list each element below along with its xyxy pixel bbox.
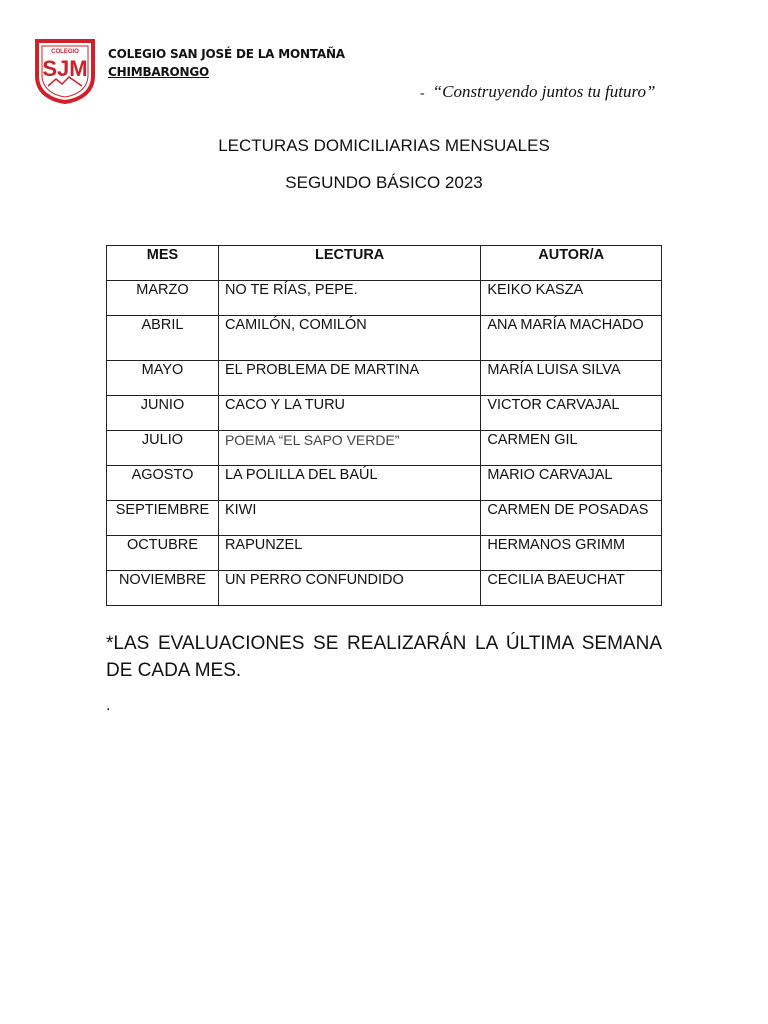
cell-lectura: RAPUNZEL [218,536,480,571]
motto [420,82,655,102]
cell-lectura: NO TE RÍAS, PEPE. [218,281,480,316]
school-city: CHIMBARONGO [108,65,210,79]
page-title: LECTURAS DOMICILIARIAS MENSUALES [218,136,550,155]
cell-lectura: UN PERRO CONFUNDIDO [218,571,480,606]
cell-lectura: LA POLILLA DEL BAÚL [218,466,480,501]
school-crest-icon [34,38,96,104]
motto-text: “Construyendo juntos tu futuro” [432,82,656,101]
cell-autor: VICTOR CARVAJAL [481,396,662,431]
table-row [107,396,662,431]
logo-top-text: COLEGIO [51,49,79,55]
table-row [107,281,662,316]
cell-autor: CARMEN GIL [481,431,662,466]
cell-autor: CECILIA BAEUCHAT [481,571,662,606]
cell-mes: ABRIL [107,316,219,361]
cell-autor: CARMEN DE POSADAS [481,501,662,536]
cell-autor: MARÍA LUISA SILVA [481,361,662,396]
table-row [107,501,662,536]
evaluation-note: *LAS EVALUACIONES SE REALIZARÁN LA ÚLTIMA SEMANA DE CADA MES. [106,633,662,681]
cell-mes: JULIO [107,431,219,466]
cell-lectura: POEMA “EL SAPO VERDE” [218,431,480,466]
cell-lectura: CACO Y LA TURU [218,396,480,431]
cell-mes: NOVIEMBRE [107,571,219,606]
cell-autor: ANA MARÍA MACHADO [481,316,662,361]
readings-table [106,245,662,606]
cell-mes: MARZO [107,281,219,316]
table-row [107,466,662,501]
cell-mes: MAYO [107,361,219,396]
motto-dash: - [420,86,425,101]
table-header-row [107,246,662,281]
column-header-lectura: LECTURA [218,246,480,281]
table-row [107,316,662,361]
table-row [107,536,662,571]
cell-autor: MARIO CARVAJAL [481,466,662,501]
trailing-dot: . [106,697,111,714]
column-header-mes: MES [107,246,219,281]
page-subtitle: SEGUNDO BÁSICO 2023 [285,173,483,192]
table-row [107,361,662,396]
cell-autor: HERMANOS GRIMM [481,536,662,571]
school-name: COLEGIO SAN JOSÉ DE LA MONTAÑA [108,47,345,61]
column-header-autor: AUTOR/A [481,246,662,281]
cell-mes: OCTUBRE [107,536,219,571]
cell-mes: JUNIO [107,396,219,431]
table-row [107,571,662,606]
table-row [107,431,662,466]
cell-lectura: EL PROBLEMA DE MARTINA [218,361,480,396]
logo-initials: SJM [42,56,88,81]
cell-mes: AGOSTO [107,466,219,501]
cell-lectura: KIWI [218,501,480,536]
cell-lectura: CAMILÓN, COMILÓN [218,316,480,361]
cell-mes: SEPTIEMBRE [107,501,219,536]
cell-autor: KEIKO KASZA [481,281,662,316]
